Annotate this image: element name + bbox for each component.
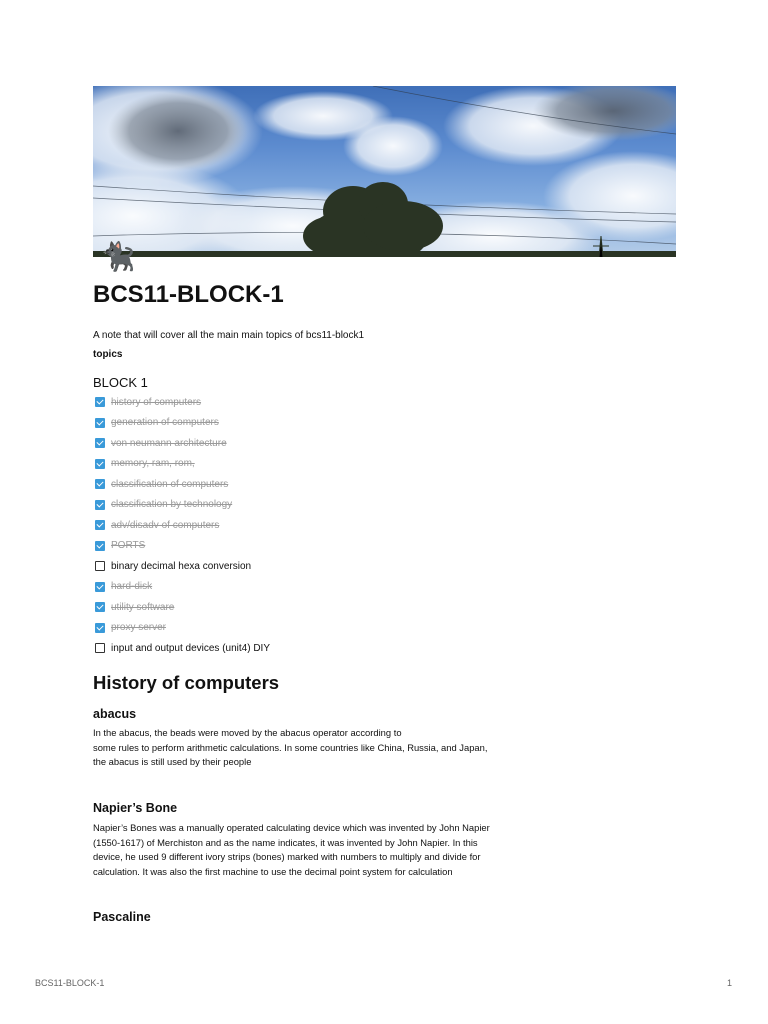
checkbox-checked[interactable]: [95, 500, 105, 510]
checklist-item-label: PORTS: [111, 540, 146, 551]
checklist-item-label: generation of computers: [111, 417, 219, 428]
checklist-item: [93, 476, 228, 492]
topics-label: topics: [93, 349, 123, 360]
checklist-item-label: hard-disk: [111, 581, 153, 592]
section-heading-pascaline: Pascaline: [93, 910, 151, 924]
page-description: A note that will cover all the main main topics of bcs11-block1: [93, 330, 365, 341]
checkbox-unchecked[interactable]: [95, 643, 105, 653]
checklist-item-label: classification of computers: [111, 478, 229, 490]
page-icon[interactable]: 🐈‍⬛: [100, 241, 136, 272]
checklist-item: [93, 456, 195, 472]
checkbox-checked[interactable]: [95, 520, 105, 530]
checklist-item-label: proxy server: [111, 622, 167, 633]
checklist-item: [93, 435, 227, 451]
checkbox-checked[interactable]: [95, 541, 105, 551]
section-text-napiers-bone: [93, 821, 543, 879]
text-line: calculation. It was also the first machine to use the decimal point system for calculation: [93, 865, 453, 877]
checkbox-checked[interactable]: [95, 459, 105, 469]
text-line: the abacus is still used by their people: [93, 756, 252, 768]
checklist-item-label: classification by technology: [111, 499, 233, 510]
checkbox-checked[interactable]: [95, 602, 105, 612]
checklist-item-label: binary decimal hexa conversion: [111, 560, 252, 572]
checkbox-checked[interactable]: [95, 479, 105, 489]
checklist-item: [93, 394, 201, 410]
text-line: device, he used 9 different ivory strips (bones) marked with numbers to multiply and divide for: [93, 851, 481, 863]
text-line: some rules to perform arithmetic calculations. In some countries like China, Russia, and Japan,: [93, 741, 488, 753]
checklist-item: [93, 558, 251, 574]
text-line: Napier’s Bones was a manually operated calculating device which was invented by John Napier: [93, 822, 490, 833]
footer-title: BCS11-BLOCK-1: [35, 978, 105, 988]
checkbox-checked[interactable]: [95, 418, 105, 428]
footer-page-number: 1: [727, 978, 733, 988]
block-heading: BLOCK 1: [93, 375, 148, 390]
checklist-item: [93, 497, 232, 513]
checklist-item: [93, 538, 145, 554]
checklist-item: [93, 517, 219, 533]
checkbox-checked[interactable]: [95, 438, 105, 448]
text-line: (1550-1617) of Merchiston and as the name indicates, it was invented by John Napier. In this: [93, 836, 478, 848]
checklist-item: [93, 620, 166, 636]
page-title: BCS11-BLOCK-1: [93, 281, 284, 308]
text-line: In the abacus, the beads were moved by the abacus operator according to: [93, 727, 402, 738]
checkbox-checked[interactable]: [95, 623, 105, 633]
checkbox-unchecked[interactable]: [95, 561, 105, 571]
checklist-item-label: adv/disadv of computers: [111, 519, 220, 531]
checklist-item: [93, 415, 219, 431]
section-text-abacus: [93, 726, 543, 770]
checkbox-checked[interactable]: [95, 582, 105, 592]
checkbox-checked[interactable]: [95, 397, 105, 407]
checklist-item-label: memory, ram, rom,: [111, 458, 195, 469]
checklist-item: [93, 599, 174, 615]
checklist-item: [93, 640, 270, 656]
checklist-item: [93, 579, 152, 595]
section-heading-abacus: abacus: [93, 707, 137, 721]
checklist-item-label: input and output devices (unit4) DIY: [111, 642, 270, 654]
history-heading: History of computers: [93, 672, 280, 693]
section-heading-napiers-bone: Napier’s Bone: [93, 801, 178, 815]
checklist-item-label: history of computers: [111, 396, 202, 408]
cover-image: [93, 86, 676, 257]
checklist-item-label: von neumann architecture: [111, 437, 227, 449]
checklist-item-label: utility software: [111, 601, 175, 613]
